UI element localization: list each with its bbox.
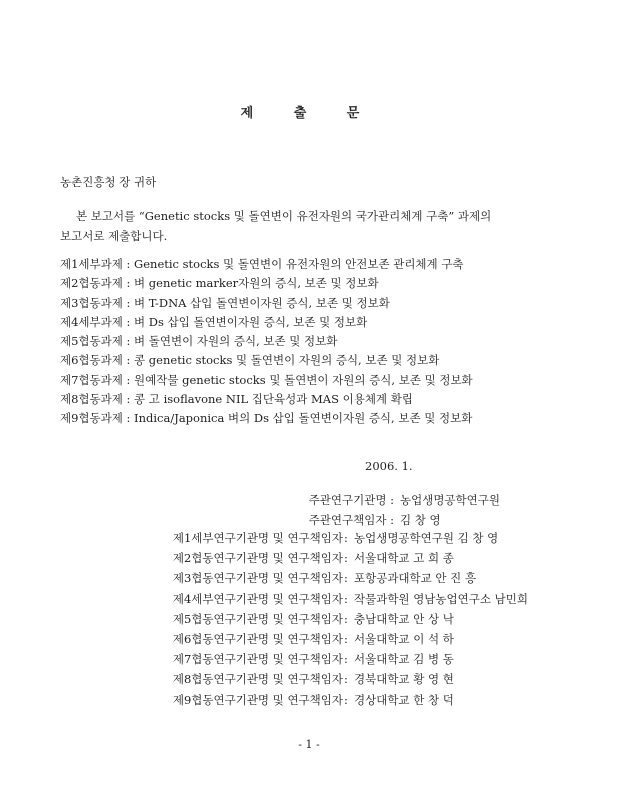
task-item: 제5협동과제 : 벼 돌연변이 자원의 증식, 보존 및 정보화 — [60, 334, 338, 349]
participant-label: 제2협동연구기관명 및 연구책임자 — [172, 551, 343, 566]
participant-value: 농업생명공학연구원 김 창 영 — [354, 531, 499, 545]
separator: : — [344, 531, 348, 545]
participant-row — [0, 609, 618, 629]
participant-value: 서울대학교 이 석 하 — [354, 631, 454, 646]
participant-value: 경상대학교 한 창 덕 — [354, 692, 454, 707]
participant-label: 제4세부연구기관명 및 연구책임자 — [172, 591, 343, 606]
participant-row — [0, 690, 618, 710]
task-item: 제6협동과제 : 콩 genetic stocks 및 돌연변이 자원의 증식, 보존 및 정보화 — [60, 353, 440, 368]
intro-line-2: 보고서로 제출합니다. — [60, 229, 168, 243]
participant-value: 서울대학교 김 병 동 — [354, 652, 454, 667]
participant-label: 제9협동연구기관명 및 연구책임자 — [172, 692, 343, 707]
participant-label: 제7협동연구기관명 및 연구책임자 — [172, 652, 343, 667]
lead-researcher-value: 김 창 영 — [400, 513, 441, 527]
participant-label: 제3협동연구기관명 및 연구책임자 — [172, 571, 343, 586]
task-item: 제1세부과제 : Genetic stocks 및 돌연변이 유전자원의 안전보존 관리체계 구축 — [60, 257, 464, 271]
participant-row — [0, 568, 618, 588]
separator: : — [344, 692, 348, 707]
separator: : — [344, 571, 348, 586]
participant-label: 제5협동연구기관명 및 연구책임자 — [172, 611, 343, 626]
participant-label: 제8협동연구기관명 및 연구책임자 — [172, 672, 343, 687]
separator: : — [344, 652, 348, 667]
document-title: 제 출 문 — [240, 106, 378, 121]
participant-value: 충남대학교 안 상 낙 — [354, 611, 454, 626]
lead-organization-label: 주관연구기관명 : — [308, 493, 394, 507]
lead-researcher-label: 주관연구책임자 : — [308, 513, 394, 527]
participant-list — [0, 528, 618, 710]
task-item: 제7협동과제 : 원예작물 genetic stocks 및 돌연변이 자원의 증식, 보존 및 정보화 — [60, 372, 473, 387]
separator: : — [344, 631, 348, 646]
participant-value: 작물과학원 영남농업연구소 남민희 — [354, 591, 528, 606]
participant-value: 경북대학교 황 영 현 — [354, 672, 454, 687]
intro-paragraph — [60, 206, 560, 246]
task-item: 제3협동과제 : 벼 T-DNA 삽입 돌연변이자원 증식, 보존 및 정보화 — [60, 295, 390, 310]
task-item: 제9협동과제 : Indica/Japonica 벼의 Ds 삽입 돌연변이자원 증식, 보존 및 정보화 — [60, 411, 473, 426]
lead-organization-value: 농업생명공학연구원 — [400, 493, 500, 507]
participant-row — [0, 649, 618, 669]
task-list — [60, 255, 570, 429]
participant-row — [0, 548, 618, 568]
intro-line-1: 본 보고서를 “Genetic stocks 및 돌연변이 유전자원의 국가관리체계 구축” 과제의 — [76, 209, 492, 223]
participant-label: 제1세부연구기관명 및 연구책임자 — [172, 531, 343, 545]
participant-row — [0, 669, 618, 689]
participant-row — [0, 528, 618, 548]
page-number: - 1 - — [298, 738, 320, 751]
participant-row — [0, 589, 618, 609]
task-item: 제2협동과제 : 벼 genetic marker자원의 증식, 보존 및 정보화 — [60, 276, 379, 291]
participant-value: 서울대학교 고 희 종 — [354, 551, 454, 566]
separator: : — [344, 672, 348, 687]
separator: : — [344, 611, 348, 626]
addressee: 농촌진흥청 장 귀하 — [60, 175, 157, 189]
participant-row — [0, 629, 618, 649]
submission-date: 2006. 1. — [365, 459, 413, 473]
separator: : — [344, 551, 348, 566]
participant-label: 제6협동연구기관명 및 연구책임자 — [172, 631, 343, 646]
participant-value: 포항공과대학교 안 진 흥 — [354, 571, 477, 586]
separator: : — [344, 591, 348, 606]
task-item: 제4세부과제 : 벼 Ds 삽입 돌연변이자원 증식, 보존 및 정보화 — [60, 314, 368, 329]
task-item: 제8협동과제 : 콩 고 isoflavone NIL 집단육성과 MAS 이용체계 확립 — [60, 392, 413, 407]
